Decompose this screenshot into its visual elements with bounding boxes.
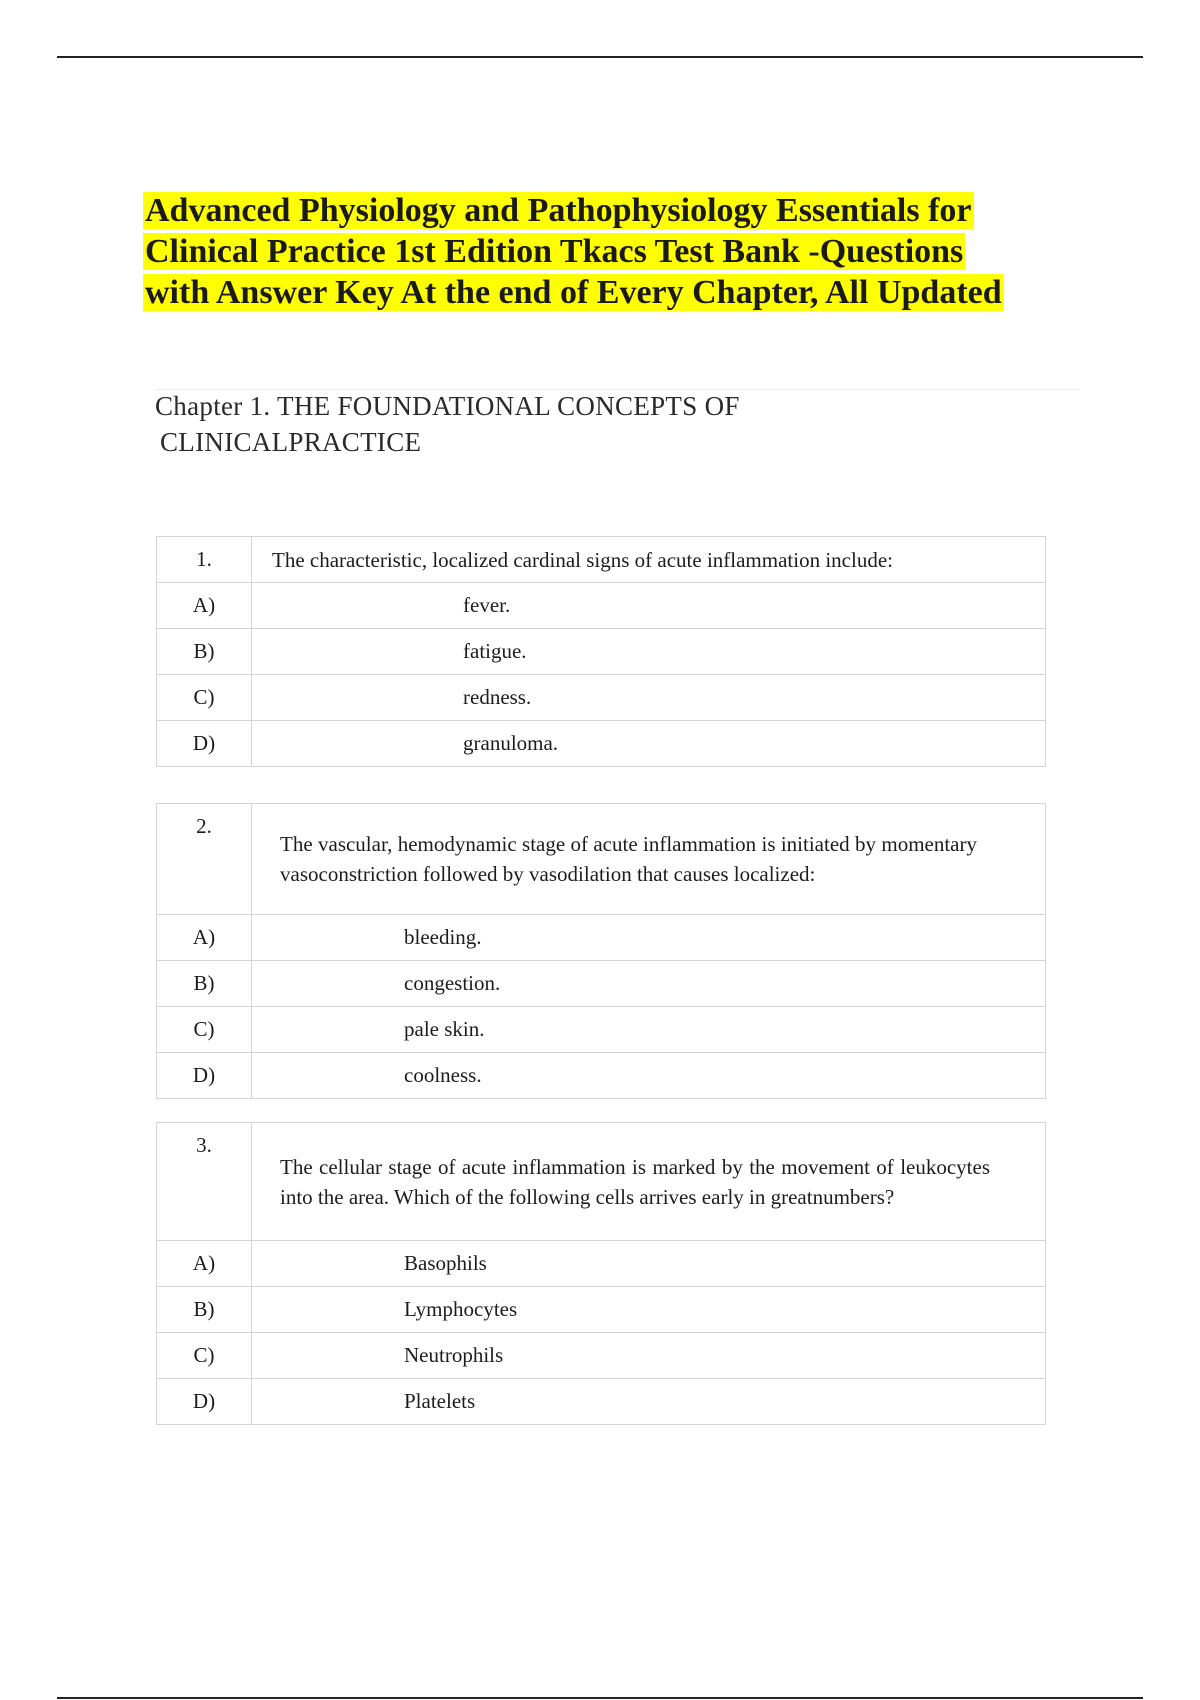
- question-text: The cellular stage of acute inflammation is marked by the movement of leukocytes into the area. Which of the following cells arrives early in greatnumbers?: [252, 1123, 1046, 1241]
- option-text: Platelets: [252, 1379, 1046, 1425]
- question-number: 2.: [157, 804, 252, 915]
- option-letter: C): [157, 1007, 252, 1053]
- chapter-heading-line-1: Chapter 1. THE FOUNDATIONAL CONCEPTS OF: [155, 391, 740, 421]
- option-row: [157, 721, 1046, 767]
- option-row: [157, 629, 1046, 675]
- option-row: [157, 675, 1046, 721]
- option-letter: D): [157, 1053, 252, 1099]
- header-rule: [57, 56, 1143, 58]
- option-row: [157, 961, 1046, 1007]
- option-row: [157, 915, 1046, 961]
- option-row: [157, 1007, 1046, 1053]
- question-number: 3.: [157, 1123, 252, 1241]
- option-row: [157, 1053, 1046, 1099]
- question-row: [157, 1123, 1046, 1241]
- question-3-table: [156, 1122, 1046, 1425]
- option-text: Basophils: [252, 1241, 1046, 1287]
- option-text: Neutrophils: [252, 1333, 1046, 1379]
- option-row: [157, 1241, 1046, 1287]
- question-1-table: [156, 536, 1046, 767]
- title-line-2: Clinical Practice 1st Edition Tkacs Test Bank -Questions: [145, 233, 964, 270]
- option-text: granuloma.: [252, 721, 1046, 767]
- option-text: redness.: [252, 675, 1046, 721]
- option-text: fever.: [252, 583, 1046, 629]
- question-text: The characteristic, localized cardinal signs of acute inflammation include:: [252, 537, 1046, 583]
- question-row: [157, 804, 1046, 915]
- option-row: [157, 1379, 1046, 1425]
- option-row: [157, 583, 1046, 629]
- option-row: [157, 1287, 1046, 1333]
- question-row: [157, 537, 1046, 583]
- question-text: The vascular, hemodynamic stage of acute inflammation is initiated by momentary vasoconstriction followed by vasodilation that causes localized:: [252, 804, 1046, 915]
- option-row: [157, 1333, 1046, 1379]
- footer-rule: [57, 1697, 1143, 1699]
- option-letter: C): [157, 675, 252, 721]
- document-title: [143, 190, 1083, 313]
- title-line-3: with Answer Key At the end of Every Chapter, All Updated: [145, 274, 1002, 311]
- option-letter: B): [157, 961, 252, 1007]
- question-2-table: [156, 803, 1046, 1099]
- option-letter: A): [157, 915, 252, 961]
- option-letter: C): [157, 1333, 252, 1379]
- option-letter: B): [157, 1287, 252, 1333]
- option-text: Lymphocytes: [252, 1287, 1046, 1333]
- option-text: fatigue.: [252, 629, 1046, 675]
- option-text: bleeding.: [252, 915, 1046, 961]
- question-number: 1.: [157, 537, 252, 583]
- option-letter: A): [157, 1241, 252, 1287]
- title-line-1: Advanced Physiology and Pathophysiology Essentials for: [145, 192, 972, 229]
- option-text: pale skin.: [252, 1007, 1046, 1053]
- option-text: congestion.: [252, 961, 1046, 1007]
- chapter-heading: [155, 388, 855, 460]
- option-letter: B): [157, 629, 252, 675]
- option-letter: D): [157, 721, 252, 767]
- option-text: coolness.: [252, 1053, 1046, 1099]
- option-letter: D): [157, 1379, 252, 1425]
- chapter-heading-line-2: CLINICALPRACTICE: [160, 427, 422, 457]
- option-letter: A): [157, 583, 252, 629]
